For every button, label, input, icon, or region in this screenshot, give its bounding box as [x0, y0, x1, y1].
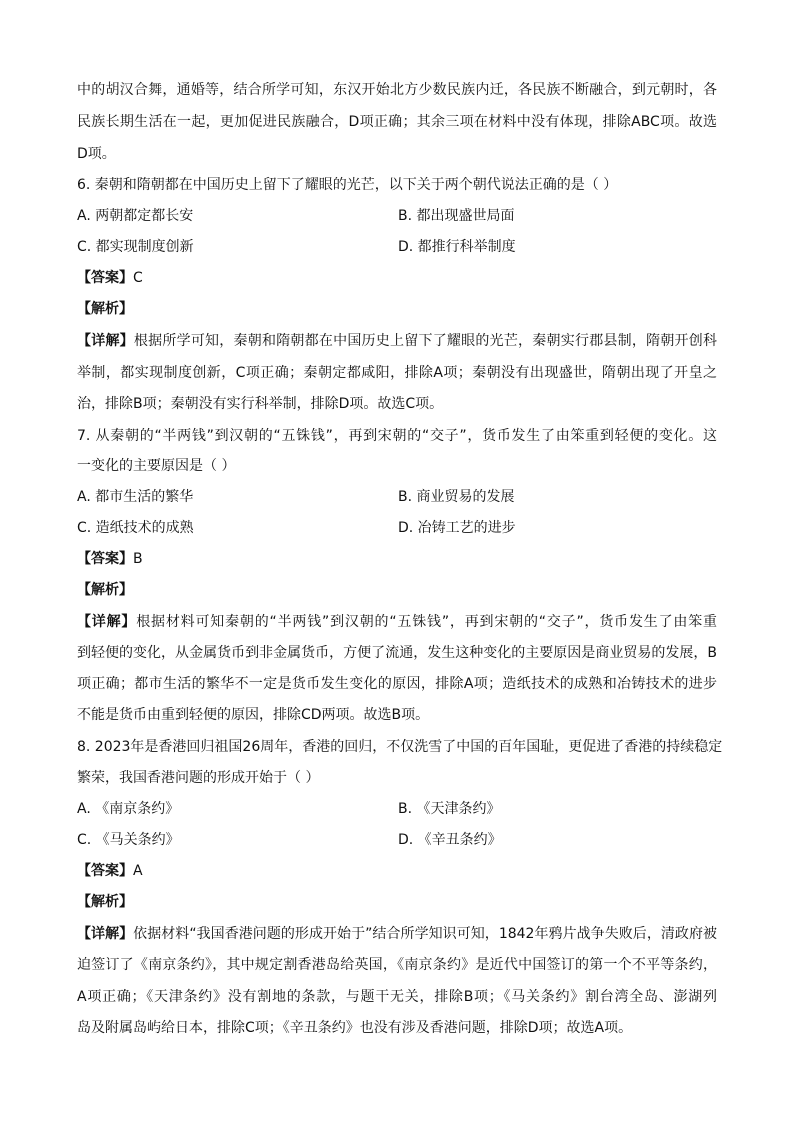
- q8-stem-line-1: 8. 2023年是香港回归祖国26周年，香港的回归，不仅洗雪了中国的百年国耻，更促进了香港的持续稳定: [77, 739, 723, 755]
- intro-line-3: D项。: [77, 146, 116, 162]
- answer-tag: 【答案】: [77, 863, 133, 879]
- q7-option-a: A. 都市生活的繁华: [77, 489, 194, 505]
- detail-text: 依据材料“我国香港问题的形成开始于”结合所学知识可知，1842年鸦片战争失败后，清政府被: [133, 926, 717, 942]
- q7-answer: [77, 549, 143, 569]
- q7-detail-line-3: 项正确；都市生活的繁华不一定是货币发生变化的原因，排除A项；造纸技术的成熟和冶铸技术的进步: [77, 676, 717, 692]
- answer-tag: 【答案】: [77, 551, 133, 567]
- q7-detail-line-1: [77, 612, 717, 632]
- q6-analysis-tag: 【解析】: [77, 301, 133, 317]
- answer-tag: 【答案】: [77, 270, 133, 286]
- q8-detail-line-2: 迫签订了《南京条约》，其中规定割香港岛给英国，《南京条约》是近代中国签订的第一个不平等条约，: [77, 957, 717, 973]
- q8-option-c: C. 《马关条约》: [77, 832, 180, 848]
- q8-answer: [77, 861, 143, 881]
- detail-tag: 【详解】: [77, 926, 134, 942]
- answer-value: C: [133, 270, 143, 286]
- q6-answer: [77, 268, 143, 288]
- answer-value: B: [133, 551, 143, 567]
- q6-option-d: D. 都推行科举制度: [398, 239, 516, 255]
- q7-stem-line-1: 7. 从秦朝的“半两钱”到汉朝的“五铢钱”，再到宋朝的“交子”，货币发生了由笨重到轻便的变化。这: [77, 428, 717, 444]
- q8-option-a: A. 《南京条约》: [77, 801, 180, 817]
- q6-detail-line-1: [77, 331, 717, 351]
- q7-option-d: D. 冶铸工艺的进步: [398, 520, 516, 536]
- detail-text: 根据所学可知，秦朝和隋朝都在中国历史上留下了耀眼的光芒，秦朝实行郡县制，隋朝开创科: [133, 333, 718, 349]
- q7-detail-line-2: 到轻便的变化，从金属货币到非金属货币，方便了流通，发生这种变化的主要原因是商业贸易的发展，B: [77, 645, 717, 661]
- q7-option-b: B. 商业贸易的发展: [398, 489, 515, 505]
- q8-option-d: D. 《辛丑条约》: [398, 832, 502, 848]
- q8-detail-line-4: 岛及附属岛屿给日本，排除C项；《辛丑条约》也没有涉及香港问题，排除D项；故选A项。: [77, 1020, 633, 1036]
- q6-stem: 6. 秦朝和隋朝都在中国历史上留下了耀眼的光芒，以下关于两个朝代说法正确的是（ ）: [77, 177, 618, 193]
- intro-line-2: 民族长期生活在一起，更加促进民族融合，D项正确；其余三项在材料中没有体现，排除ABC项。故选: [77, 114, 717, 130]
- q8-stem-line-2: 繁荣，我国香港问题的形成开始于（ ）: [77, 770, 320, 786]
- q7-analysis-tag: 【解析】: [77, 582, 133, 598]
- q8-analysis-tag: 【解析】: [77, 894, 133, 910]
- q7-option-c: C. 造纸技术的成熟: [77, 520, 194, 536]
- detail-tag: 【详解】: [77, 614, 137, 630]
- detail-tag: 【详解】: [77, 333, 134, 349]
- q8-detail-line-1: [77, 924, 717, 944]
- intro-line-1: 中的胡汉合舞，通婚等，结合所学可知，东汉开始北方少数民族内迁，各民族不断融合，到元朝时，各: [77, 82, 717, 98]
- q8-detail-line-3: A项正确；《天津条约》没有割地的条款，与题干无关，排除B项；《马关条约》割台湾全岛、澎湖列: [77, 989, 717, 1005]
- q8-option-b: B. 《天津条约》: [398, 801, 501, 817]
- q6-option-c: C. 都实现制度创新: [77, 239, 194, 255]
- q7-detail-line-4: 不能是货币由重到轻便的原因，排除CD两项。故选B项。: [77, 707, 430, 723]
- detail-text: 根据材料可知秦朝的“半两钱”到汉朝的“五铢钱”，再到宋朝的“交子”，货币发生了由笨重: [136, 614, 718, 630]
- q6-option-a: A. 两朝都定都长安: [77, 208, 194, 224]
- answer-value: A: [133, 863, 143, 879]
- q6-detail-line-2: 举制，都实现制度创新，C项正确；秦朝定都咸阳，排除A项；秦朝没有出现盛世，隋朝出现了开皇之: [77, 365, 717, 381]
- q6-option-b: B. 都出现盛世局面: [398, 208, 515, 224]
- q6-detail-line-3: 治，排除B项；秦朝没有实行科举制，排除D项。故选C项。: [77, 396, 444, 412]
- q7-stem-line-2: 一变化的主要原因是（ ）: [77, 458, 236, 474]
